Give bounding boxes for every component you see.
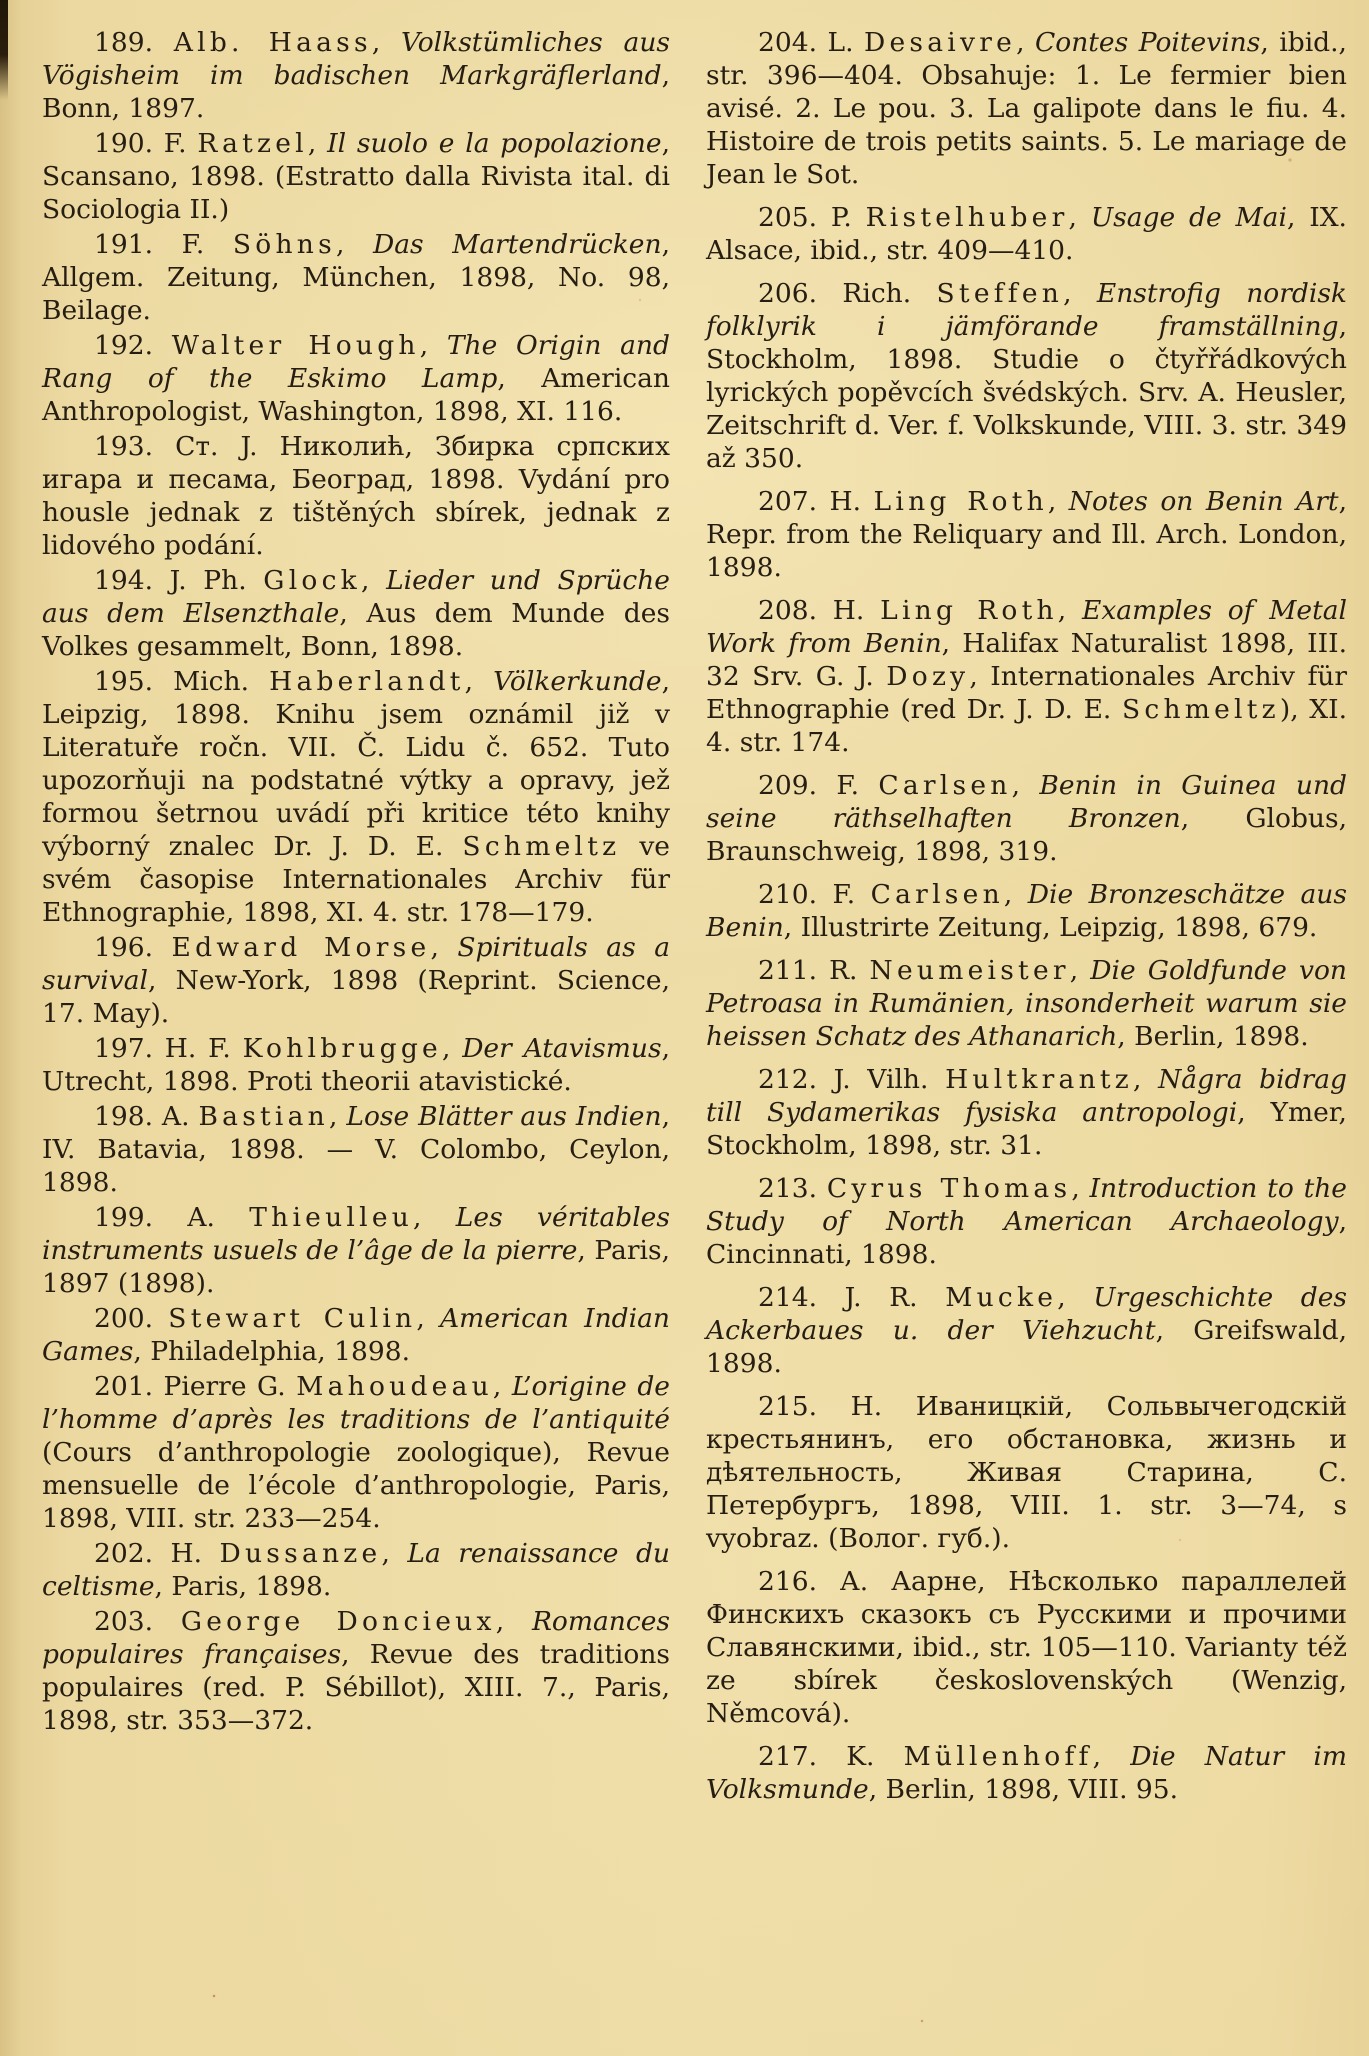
work-title: Urgeschichte des Ackerbaues u. der Viehzucht <box>706 1282 1347 1346</box>
entry-text: , <box>1063 278 1097 309</box>
entry-text: , <box>1003 879 1028 910</box>
bib-entry-204 <box>706 26 1347 191</box>
entry-text: 216. А. Аарне, Нѣсколько параллелей Финскихъ сказокъ съ Русскими и прочими Славянскими, ibid., str. 105—110. Varianty též ze sbírek československých (Wenzig, Němcová). <box>706 1566 1347 1729</box>
author-name: Kohlbrugge <box>242 1033 442 1064</box>
entry-text: , Bonn, 1897. <box>42 60 670 124</box>
author-name: George Doncieux <box>180 1606 496 1637</box>
bibliography-column-left <box>42 26 670 1816</box>
author-name: Desaivre <box>864 27 1017 58</box>
entry-text: 207. H. <box>758 486 874 517</box>
work-title: Die Bronzeschätze aus Benin <box>706 879 1347 943</box>
entry-text: 195. Mich. <box>94 666 270 697</box>
bib-entry-205 <box>706 201 1347 267</box>
work-title: L’origine de l’homme d’après les traditions de l’antiquité <box>42 1371 670 1435</box>
entry-text: 213. <box>758 1173 827 1204</box>
entry-text: 211. R. <box>758 955 870 986</box>
work-title: Das Martendrücken <box>372 229 662 260</box>
bib-entry-199 <box>42 1201 670 1300</box>
entry-text: , Paris, 1898. <box>154 1571 332 1602</box>
bib-entry-209 <box>706 769 1347 868</box>
author-name: Carlsen <box>870 879 1004 910</box>
entry-text: , <box>1068 202 1091 233</box>
work-title: Il suolo e la popolazione <box>327 128 662 159</box>
bib-entry-201 <box>42 1370 670 1535</box>
entry-text: 206. Rich. <box>758 278 937 309</box>
entry-text: , <box>335 229 373 260</box>
entry-text: , <box>307 128 328 159</box>
author-name: Dozy <box>886 661 970 692</box>
author-name: Dussanze <box>219 1538 382 1569</box>
author-name: Carlsen <box>878 770 1012 801</box>
entry-text: , <box>416 1303 441 1334</box>
entry-text: , ibid., str. 396—404. Obsahuje: 1. Le fermier bien avisé. 2. Le pou. 3. La galipote dans le fiu. 4. Histoire de trois petits saints. 5. Le mariage de Jean le Sot. <box>706 27 1347 190</box>
entry-text: 194. J. Ph. <box>94 565 264 596</box>
entry-text: 208. H. <box>758 595 881 626</box>
author-name: Glock <box>263 565 361 596</box>
work-title: Die Goldfunde von Petroasa in Rumänien, insonderheit warum sie heissen Schatz des Athanarich <box>706 955 1347 1052</box>
work-title: Les véritables instruments usuels de l’âge de la pierre <box>42 1202 670 1266</box>
author-name: Steffen <box>936 278 1064 309</box>
entry-text: , <box>1092 1741 1131 1772</box>
bib-entry-206 <box>706 277 1347 475</box>
entry-text: , Repr. from the Reliquary and Ill. Arch. London, 1898. <box>706 486 1347 583</box>
entry-text: , <box>328 1101 347 1132</box>
bib-entry-198 <box>42 1100 670 1199</box>
entry-text: 209. F. <box>758 770 879 801</box>
entry-text: , <box>1011 770 1040 801</box>
author-name: Ling Roth <box>880 595 1058 626</box>
entry-text: , <box>464 666 494 697</box>
entry-text: , Internationales Archiv für Ethnographie (red Dr. J. D. E. <box>706 661 1347 725</box>
entry-text: 202. H. <box>94 1538 220 1569</box>
entry-text: , Greifswald, 1898. <box>706 1315 1348 1379</box>
entry-text: , IX. Alsace, ibid., str. 409—410. <box>706 202 1347 266</box>
bibliography-column-right <box>706 26 1347 1816</box>
author-name: Walter Hough <box>171 330 420 361</box>
entry-text: , <box>441 1033 463 1064</box>
entry-text: , Utrecht, 1898. Proti theorii atavistické. <box>42 1033 670 1097</box>
entry-text: 217. K. <box>758 1741 904 1772</box>
entry-text: , Berlin, 1898, VIII. 95. <box>868 1774 1179 1805</box>
bib-entry-192 <box>42 329 670 428</box>
entry-text: , New-York, 1898 (Reprint. Science, 17. May). <box>42 965 670 1029</box>
work-title: Lose Blätter aus Indien <box>346 1101 662 1132</box>
entry-text: 201. Pierre G. <box>94 1371 297 1402</box>
work-title: Die Natur im Volksmunde <box>706 1741 1347 1805</box>
author-name: Schmeltz <box>1121 694 1280 725</box>
work-title: Examples of Metal Work from Benin <box>706 595 1348 659</box>
bib-entry-211 <box>706 954 1347 1053</box>
work-title: Spirituals as a survival <box>42 932 671 996</box>
bib-entry-193 <box>42 430 670 562</box>
author-name: Ling Roth <box>873 486 1048 517</box>
work-title: Völkerkunde <box>493 666 662 697</box>
author-name: Alb. Haass <box>173 27 372 58</box>
entry-text: , <box>1057 1282 1094 1313</box>
author-name: Stewart Culin <box>168 1303 417 1334</box>
work-title: Romances populaires françaises <box>42 1606 670 1670</box>
bib-entry-195 <box>42 665 670 929</box>
work-title: Notes on Benin Art <box>1068 486 1339 517</box>
entry-text: 196. <box>94 932 172 963</box>
author-name: Mucke <box>945 1282 1058 1313</box>
entry-text: 205. P. <box>758 202 866 233</box>
bib-entry-207 <box>706 485 1347 584</box>
bib-entry-191 <box>42 228 670 327</box>
entry-text: 204. L. <box>758 27 865 58</box>
entry-text: 212. J. Vilh. <box>758 1064 946 1095</box>
work-title: La renaissance du celtisme <box>42 1538 670 1602</box>
entry-text: 192. <box>94 330 172 361</box>
entry-text: 189. <box>94 27 174 58</box>
entry-text: , Leipzig, 1898. Knihu jsem oznámil již v Literatuře ročn. VII. Č. Lidu č. 652. Tuto upozorňuji na podstatné výtky a opravy, jež formou šetrnou uvádí při kritice této knihy výborný znalec Dr. J. D. E. <box>42 666 670 862</box>
bib-entry-189 <box>42 26 670 125</box>
work-title: The Origin and Rang of the Eskimo Lamp <box>42 330 670 394</box>
work-title: American Indian Games <box>42 1303 670 1367</box>
entry-text: ), XI. 4. str. 174. <box>706 694 1347 758</box>
entry-text: , <box>1069 955 1091 986</box>
bib-entry-203 <box>42 1605 670 1737</box>
entry-text: 197. H. F. <box>94 1033 243 1064</box>
work-title: Enstrofig nordisk folklyrik i jämförande framställning <box>706 278 1347 342</box>
author-name: Edward Morse <box>171 932 431 963</box>
entry-text: , Globus, Braunschweig, 1898, 319. <box>706 803 1347 867</box>
bib-entry-196 <box>42 931 670 1030</box>
entry-text: , <box>1016 27 1035 58</box>
entry-text: , <box>1047 486 1069 517</box>
bib-entry-217 <box>706 1740 1347 1806</box>
entry-text: 215. Н. Иваницкій, Сольвычегодскій крестьянинъ, его обстановка, жизнь и дѣятельность, Живая Старина, С. Петербургъ, 1898, VIII. 1. str. 3—74, s vyobraz. (Волог. губ.). <box>706 1391 1347 1554</box>
bib-entry-210 <box>706 878 1347 944</box>
entry-text: , <box>1071 1173 1090 1204</box>
work-title: Contes Poitevins <box>1034 27 1261 58</box>
entry-text: , Paris, 1897 (1898). <box>42 1235 670 1299</box>
entry-text: 198. A. <box>94 1101 199 1132</box>
entry-text: , Philadelphia, 1898. <box>133 1336 411 1367</box>
author-name: Neumeister <box>869 955 1070 986</box>
entry-text: 190. F. <box>94 128 198 159</box>
entry-text: 203. <box>94 1606 181 1637</box>
bib-entry-216 <box>706 1565 1347 1730</box>
entry-text: , <box>371 27 401 58</box>
entry-text: , <box>1132 1064 1159 1095</box>
bib-entry-214 <box>706 1281 1347 1380</box>
entry-text: , <box>419 330 447 361</box>
author-name: Haberlandt <box>269 666 465 697</box>
bib-entry-200 <box>42 1302 670 1368</box>
author-name: Bastian <box>198 1101 329 1132</box>
entry-text: , Illustrirte Zeitung, Leipzig, 1898, 679. <box>783 912 1318 943</box>
entry-text: , American Anthropologist, Washington, 1898, XI. 116. <box>42 363 670 427</box>
work-title: Volkstümliches aus Vögisheim im badischen Markgräflerland <box>42 27 670 91</box>
bib-entry-215 <box>706 1390 1347 1555</box>
entry-text: 210. F. <box>758 879 871 910</box>
entry-text: (Cours d’anthropologie zoologique), Revue mensuelle de l’école d’anthropologie, Paris, 1898, VIII. str. 233—254. <box>42 1437 670 1534</box>
work-title: Introduction to the Study of North American Archaeology <box>706 1173 1347 1237</box>
bib-entry-194 <box>42 564 670 663</box>
work-title: Usage de Mai <box>1090 202 1287 233</box>
entry-text: , Allgem. Zeitung, München, 1898, No. 98, Beilage. <box>42 229 670 326</box>
entry-text: ve svém časopise Internationales Archiv für Ethnographie, 1898, XI. 4. str. 178—179. <box>42 831 670 928</box>
entry-text: , Halifax Naturalist 1898, III. 32 Srv. G. J. <box>706 628 1348 692</box>
entry-text: 191. F. <box>94 229 233 260</box>
bib-entry-213 <box>706 1172 1347 1271</box>
work-title: Der Atavismus <box>462 1033 662 1064</box>
author-name: Cyrus Thomas <box>826 1173 1072 1204</box>
entry-text: , <box>492 1371 512 1402</box>
entry-text: , IV. Batavia, 1898. — V. Colombo, Ceylon, 1898. <box>42 1101 670 1198</box>
author-name: Hultkrantz <box>945 1064 1133 1095</box>
work-title: Några bidrag till Sydamerikas fysiska antropologi <box>706 1064 1347 1128</box>
author-name: Mahoudeau <box>296 1371 493 1402</box>
bib-entry-212 <box>706 1063 1347 1162</box>
entry-text: , Berlin, 1898. <box>1117 1021 1309 1052</box>
author-name: Schmeltz <box>462 831 621 862</box>
author-name: Thieulleu <box>249 1202 414 1233</box>
work-title: Lieder und Sprüche aus dem Elsenzthale <box>42 565 670 629</box>
bib-entry-190 <box>42 127 670 226</box>
entry-text: , <box>495 1606 532 1637</box>
entry-text: , <box>430 932 458 963</box>
author-name: Söhns <box>232 229 336 260</box>
author-name: Müllenhoff <box>903 1741 1093 1772</box>
entry-text: , Scansano, 1898. (Estratto dalla Rivista ital. di Sociologia II.) <box>42 128 670 225</box>
entry-text: , <box>413 1202 456 1233</box>
entry-text: , Aus dem Munde des Volkes gesammelt, Bonn, 1898. <box>42 598 670 662</box>
entry-text: , Stockholm, 1898. Studie o čtyřřádkových lyrických popěvcích švédských. Srv. A. Heusler, Zeitschrift d. Ver. f. Volkskunde, VIII. 3. str. 349 až 350. <box>706 311 1347 474</box>
entry-text: 200. <box>94 1303 169 1334</box>
entry-text: 193. Ст. J. Николић, Збирка српских игара и песама, Београд, 1898. Vydání pro housle jednak z tištěných sbírek, jednak z lidového podání. <box>42 431 670 561</box>
author-name: Ristelhuber <box>865 202 1069 233</box>
bib-entry-208 <box>706 594 1347 759</box>
entry-text: 199. A. <box>94 1202 250 1233</box>
entry-text: , Cincinnati, 1898. <box>706 1206 1347 1270</box>
entry-text: , Ymer, Stockholm, 1898, str. 31. <box>706 1097 1347 1161</box>
entry-text: , <box>1057 595 1082 626</box>
entry-text: , <box>381 1538 408 1569</box>
entry-text: , <box>360 565 387 596</box>
author-name: Ratzel <box>197 128 308 159</box>
bib-entry-202 <box>42 1537 670 1603</box>
entry-text: 214. J. R. <box>758 1282 946 1313</box>
bib-entry-197 <box>42 1032 670 1098</box>
entry-text: , Revue des traditions populaires (red. P. Sébillot), XIII. 7., Paris, 1898, str. 353—372. <box>42 1639 670 1736</box>
work-title: Benin in Guinea und seine räthselhaften Bronzen <box>706 770 1347 834</box>
